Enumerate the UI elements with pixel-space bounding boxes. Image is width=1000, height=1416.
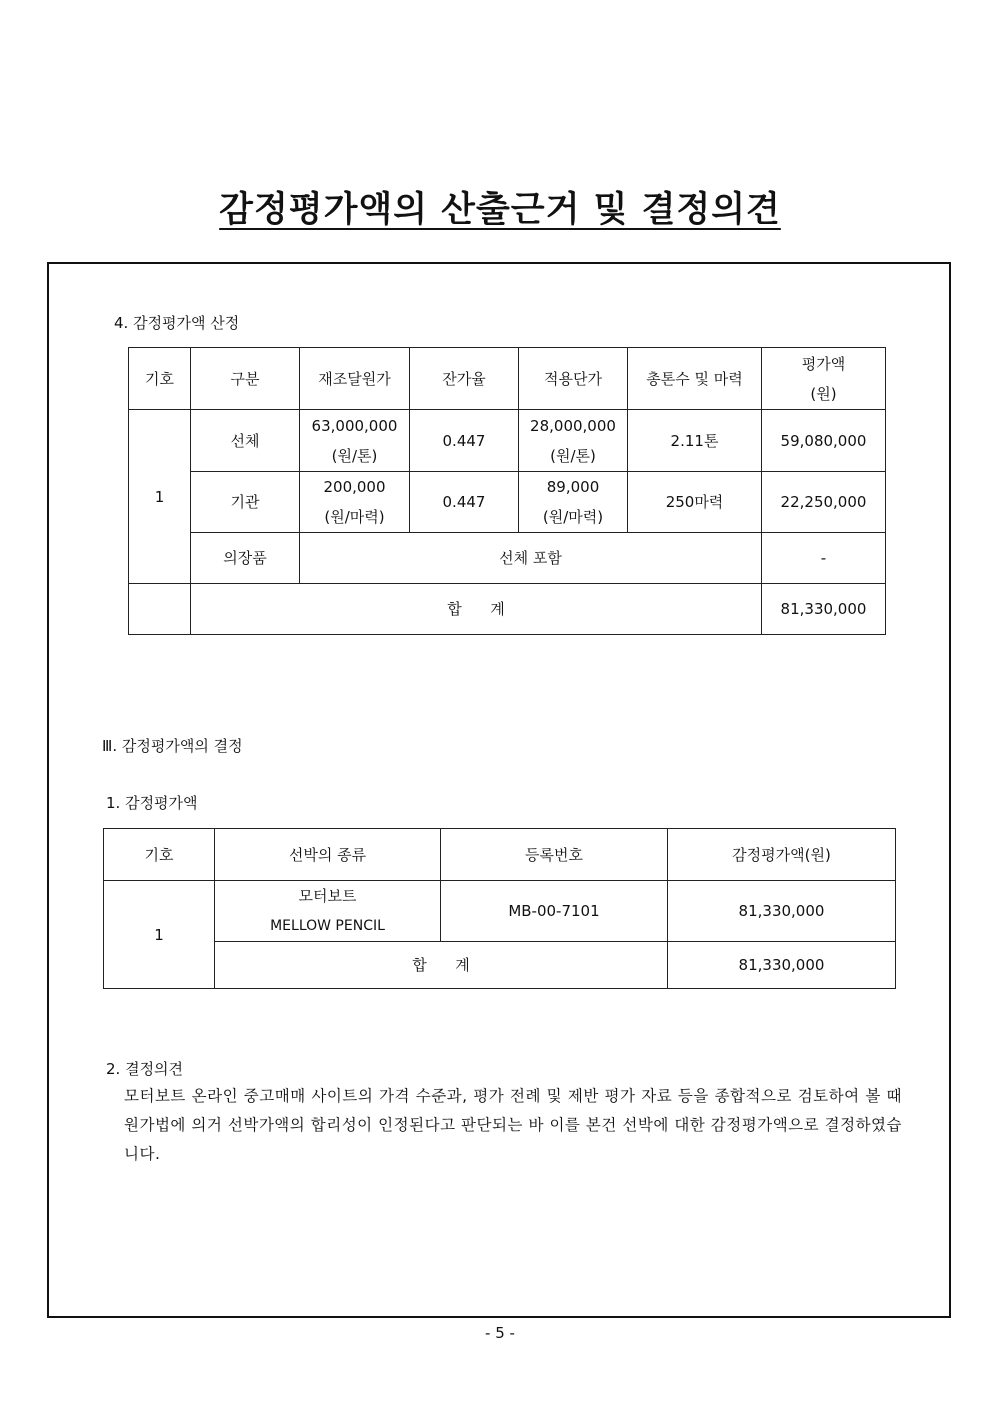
total-label-cell: 합 계: [191, 584, 762, 635]
table-header-row: [104, 829, 896, 881]
unit-price-cell: 28,000,000 (원/톤): [519, 410, 628, 472]
kind-cell: 의장품: [191, 533, 300, 584]
rate-cell: 0.447: [410, 472, 519, 533]
qty-cell: 250마력: [628, 472, 762, 533]
value-cell: 81,330,000: [668, 881, 896, 942]
total-row: [129, 584, 886, 635]
table-row: [104, 881, 896, 942]
table-row: [129, 410, 886, 472]
table-row: [129, 533, 886, 584]
total-row: [104, 942, 896, 989]
page-title: 감정평가액의 산출근거 및 결정의견: [219, 190, 781, 230]
header-appraised-value: 평가액 (원): [762, 348, 886, 410]
header-appraised-value: 감정평가액(원): [668, 829, 896, 881]
kind-cell: 기관: [191, 472, 300, 533]
id-cell: 1: [104, 881, 215, 989]
total-label-cell: 합 계: [215, 942, 668, 989]
header-replacement-cost: 재조달원가: [300, 348, 410, 410]
header-vessel-type: 선박의 종류: [215, 829, 441, 881]
page-number: - 5 -: [485, 1324, 515, 1342]
value-cell: 22,250,000: [762, 472, 886, 533]
section-3-2-heading: 2. 결정의견: [106, 1060, 184, 1078]
rate-cell: 0.447: [410, 410, 519, 472]
value-cell: 59,080,000: [762, 410, 886, 472]
section-3-1-heading: 1. 감정평가액: [106, 794, 198, 812]
cost-cell: 200,000 (원/마력): [300, 472, 410, 533]
decision-opinion-text: 모터보트 온라인 중고매매 사이트의 가격 수준과, 평가 전례 및 제반 평가 자료 등을 종합적으로 검토하여 볼 때 원가법에 의거 선박가액의 합리성이 인정된다고 판단되는 바 이를 본건 선박에 대한 감정평가액으로 결정하였습니다.: [124, 1087, 902, 1163]
kind-cell: 선체: [191, 410, 300, 472]
table-header-row: [129, 348, 886, 410]
header-id: 기호: [129, 348, 191, 410]
section-3-heading: Ⅲ. 감정평가액의 결정: [102, 737, 243, 755]
fittings-note-cell: 선체 포함: [300, 533, 762, 584]
section-4-heading: 4. 감정평가액 산정: [114, 314, 240, 332]
vessel-type-cell: 모터보트 MELLOW PENCIL: [215, 881, 441, 942]
header-tonnage-horsepower: 총톤수 및 마력: [628, 348, 762, 410]
header-registration-no: 등록번호: [441, 829, 668, 881]
header-category: 구분: [191, 348, 300, 410]
total-left-cell: [129, 584, 191, 635]
registration-no-cell: MB-00-7101: [441, 881, 668, 942]
unit-price-cell: 89,000 (원/마력): [519, 472, 628, 533]
total-value-cell: 81,330,000: [668, 942, 896, 989]
group-id-cell: 1: [129, 410, 191, 584]
valuation-calc-table: [128, 347, 886, 635]
header-residual-rate: 잔가율: [410, 348, 519, 410]
value-cell: -: [762, 533, 886, 584]
final-valuation-table: [103, 828, 896, 989]
total-value-cell: 81,330,000: [762, 584, 886, 635]
cost-cell: 63,000,000 (원/톤): [300, 410, 410, 472]
header-id: 기호: [104, 829, 215, 881]
qty-cell: 2.11톤: [628, 410, 762, 472]
header-unit-price: 적용단가: [519, 348, 628, 410]
table-row: [129, 472, 886, 533]
